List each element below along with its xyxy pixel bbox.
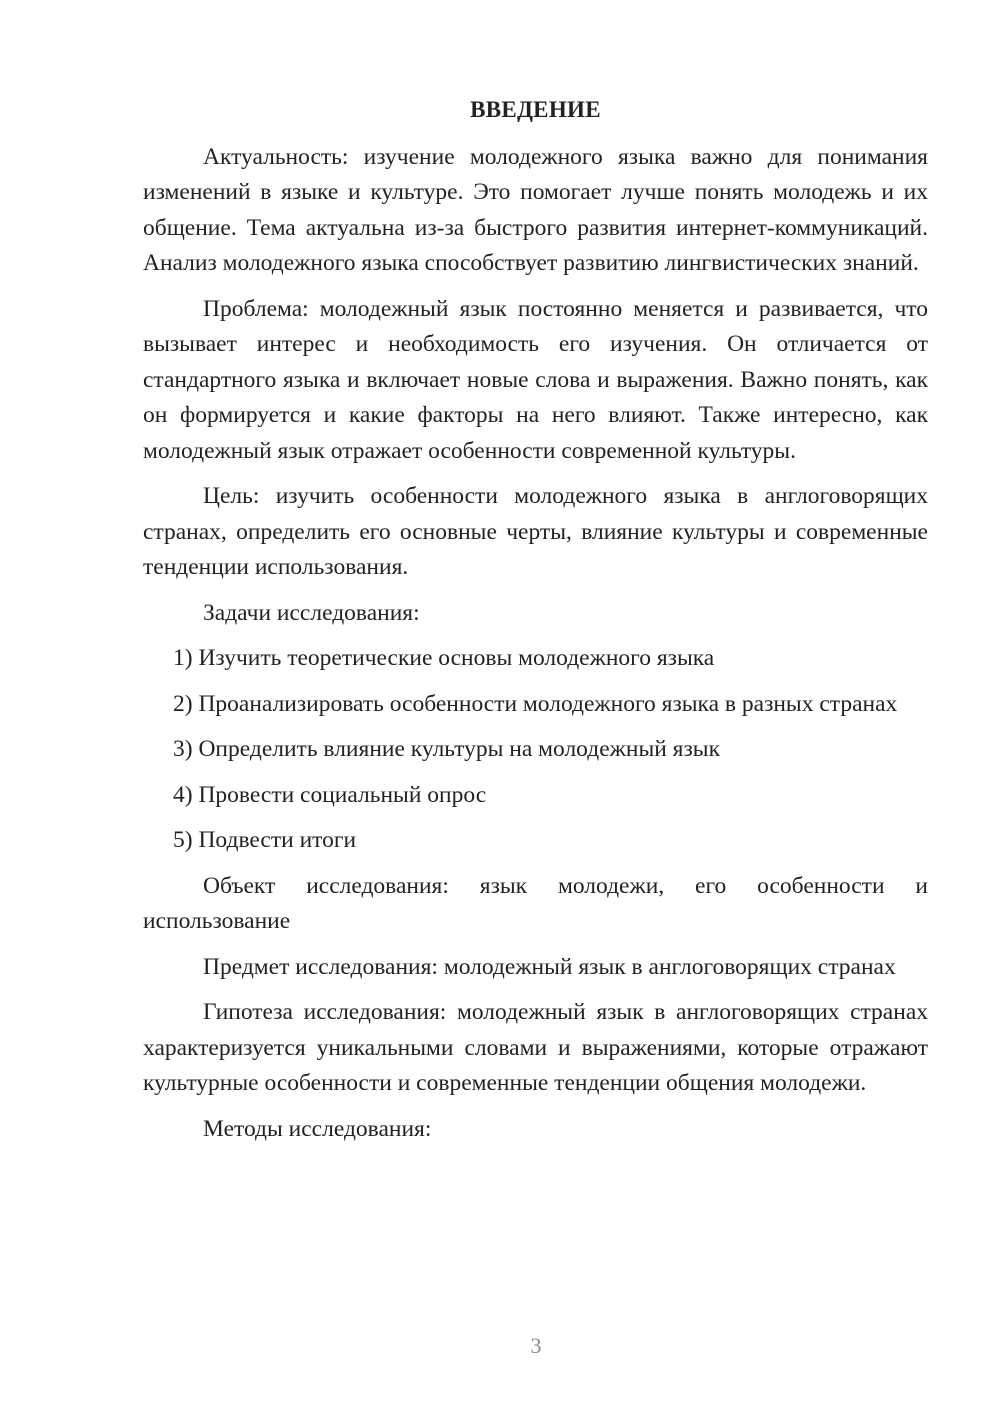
task-item: 5) Подвести итоги	[173, 827, 357, 853]
task-item: 4) Провести социальный опрос	[173, 781, 487, 808]
page-number: 3	[530, 1333, 542, 1358]
section-heading: ВВЕДЕНИЕ	[470, 97, 601, 122]
paragraph-problem: Проблема: молодежный язык постоянно меняется и развивается, что вызывает интерес и необходимость его изучения. Он отличается от стандартного языка и включает новые слова и выражения. Важно понять, как он формируется и какие факторы на него влияют. Также интересно, как молодежный язык отражает особенности современной культуры.	[143, 295, 928, 464]
paragraph-relevance: Актуальность: изучение молодежного языка важно для понимания изменений в языке и культуре. Это помогает лучше понять молодежь и их общение. Тема актуальна из-за быстрого развития интернет-коммуникаций. Анализ молодежного языка способствует развитию лингвистических знаний.	[143, 143, 928, 276]
paragraph-subject: Предмет исследования: молодежный язык в англоговорящих странах	[203, 953, 896, 980]
task-item: 3) Определить влияние культуры на молодежный язык	[173, 736, 720, 762]
document-body	[143, 92, 928, 1157]
task-item: 1) Изучить теоретические основы молодежного языка	[173, 645, 715, 671]
paragraph-hypothesis: Гипотеза исследования: молодежный язык в англоговорящих странах характеризуется уникальными словами и выражениями, которые отражают культурные особенности и современные тенденции общения молодежи.	[143, 999, 928, 1096]
paragraph-goal: Цель: изучить особенности молодежного языка в англоговорящих странах, определить его основные черты, влияние культуры и современные тенденции использования.	[143, 483, 928, 580]
paragraph-tasks-intro: Задачи исследования:	[203, 599, 420, 626]
paragraph-object: Объект исследования: язык молодежи, его особенности и использование	[143, 872, 928, 934]
paragraph-methods: Методы исследования:	[203, 1115, 432, 1142]
task-item: 2) Проанализировать особенности молодежного языка в разных странах	[173, 690, 898, 717]
